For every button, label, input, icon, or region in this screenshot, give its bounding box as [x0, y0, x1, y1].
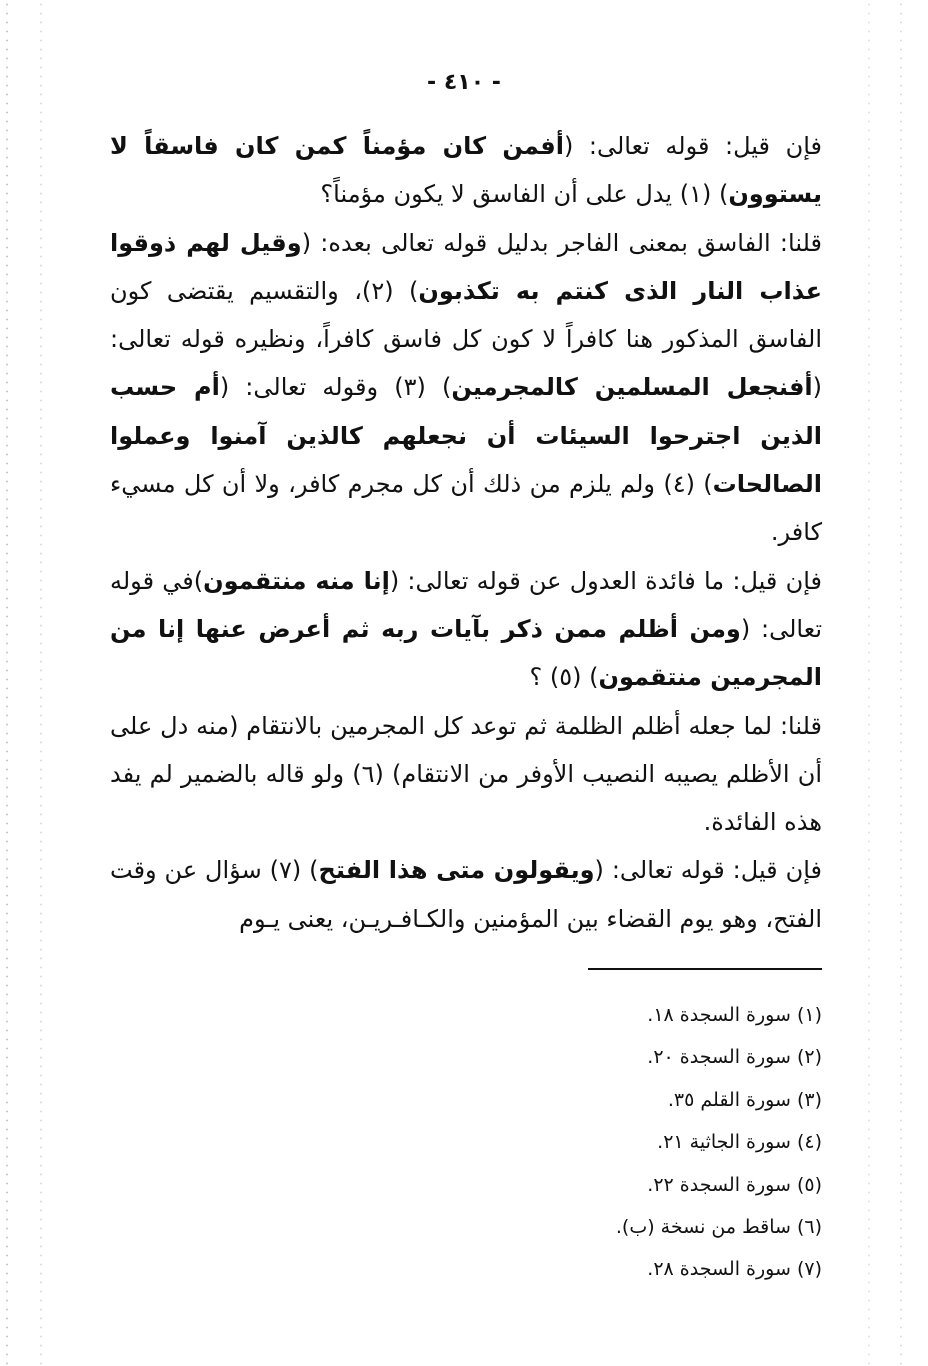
paragraph-question-3 [110, 846, 822, 943]
footnote: (٣) سورة القلم ٣٥. [667, 1088, 822, 1111]
paragraph-answer-1 [110, 219, 822, 557]
body-text [110, 122, 822, 943]
text-segment: قلنا: لما جعله أظلم الظلمة ثم توعد كل المجرمين بالانتقام (منه دل على أن الأظلم يصيبه النصيب الأوفر من الانتقام) (٦) ولو قاله بالضمير لم يفد هذه الفائدة. [110, 711, 823, 837]
quran-quote: ومن أظلم ممن ذكر بآيات ربه ثم أعرض عنها إنا من المجرمين منتقمون [110, 614, 822, 692]
text-segment: ) (٤) ولم يلزم من ذلك أن كل مجرم كافر، ولا أن كل مسيء كافر. [110, 470, 822, 547]
page-number: - ٤١٠ - [427, 70, 501, 95]
quran-quote: أم حسب الذين اجترحوا السيئات أن نجعلهم كالذين آمنوا وعملوا الصالحات [110, 373, 822, 499]
text-segment: قلنا: الفاسق بمعنى الفاجر بدليل قوله تعالى بعده: ( [301, 228, 822, 257]
quran-quote: أفمن كان مؤمناً كمن كان فاسقاً لا يستوون [110, 132, 822, 209]
text-segment: ) (٧) سؤال عن وقت الفتح، وهو يوم القضاء بين المؤمنين والكـافـريـن، يعنى يـوم [110, 856, 822, 933]
text-segment: ) (٣) وقوله تعالى: ( [219, 373, 452, 402]
paragraph-question-2 [110, 557, 822, 702]
text-segment: فإن قيل: قوله تعالى: ( [594, 856, 822, 885]
text-segment: ) (٢)، والتقسيم يقتضى كون الفاسق المذكور هنا كافراً لا كون كل فاسق كافراً، ونظيره قوله تعالى: ( [110, 276, 823, 402]
scan-edge-artifact [900, 0, 902, 1366]
footnote: (١) سورة السجدة ١٨. [647, 1004, 822, 1026]
scan-edge-artifact [6, 0, 8, 1366]
text-segment: فإن قيل: قوله تعالى: ( [563, 132, 822, 160]
quran-quote: وقيل لهم ذوقوا عذاب النار الذى كنتم به تكذبون [110, 228, 823, 305]
footnotes-list [300, 994, 822, 1291]
text-segment: ) (٥) ؟ [529, 663, 599, 692]
footnote-separator [588, 968, 822, 970]
text-segment: )في قوله تعالى: ( [110, 566, 822, 643]
text-segment: ) (١) يدل على أن الفاسق لا يكون مؤمناً؟ [320, 180, 729, 209]
footnote: (٧) سورة السجدة ٢٨. [647, 1258, 822, 1281]
footnote: (٦) ساقط من نسخة (ب). [615, 1216, 822, 1239]
quran-quote: أفنجعل المسلمين كالمجرمين [451, 373, 813, 402]
paragraph-answer-2 [110, 702, 822, 847]
paragraph-question-1 [110, 122, 822, 219]
footnote: (٤) سورة الجاثية ٢١. [657, 1131, 822, 1154]
footnote: (٥) سورة السجدة ٢٢. [647, 1173, 822, 1196]
scan-edge-artifact [40, 0, 42, 1366]
quran-quote: ويقولون متى هذا الفتح [318, 856, 595, 885]
text-segment: فإن قيل: ما فائدة العدول عن قوله تعالى: ( [389, 566, 822, 595]
scan-edge-artifact [868, 0, 870, 1366]
footnote: (٢) سورة السجدة ٢٠. [647, 1046, 822, 1069]
quran-quote: إنا منه منتقمون [203, 566, 390, 595]
